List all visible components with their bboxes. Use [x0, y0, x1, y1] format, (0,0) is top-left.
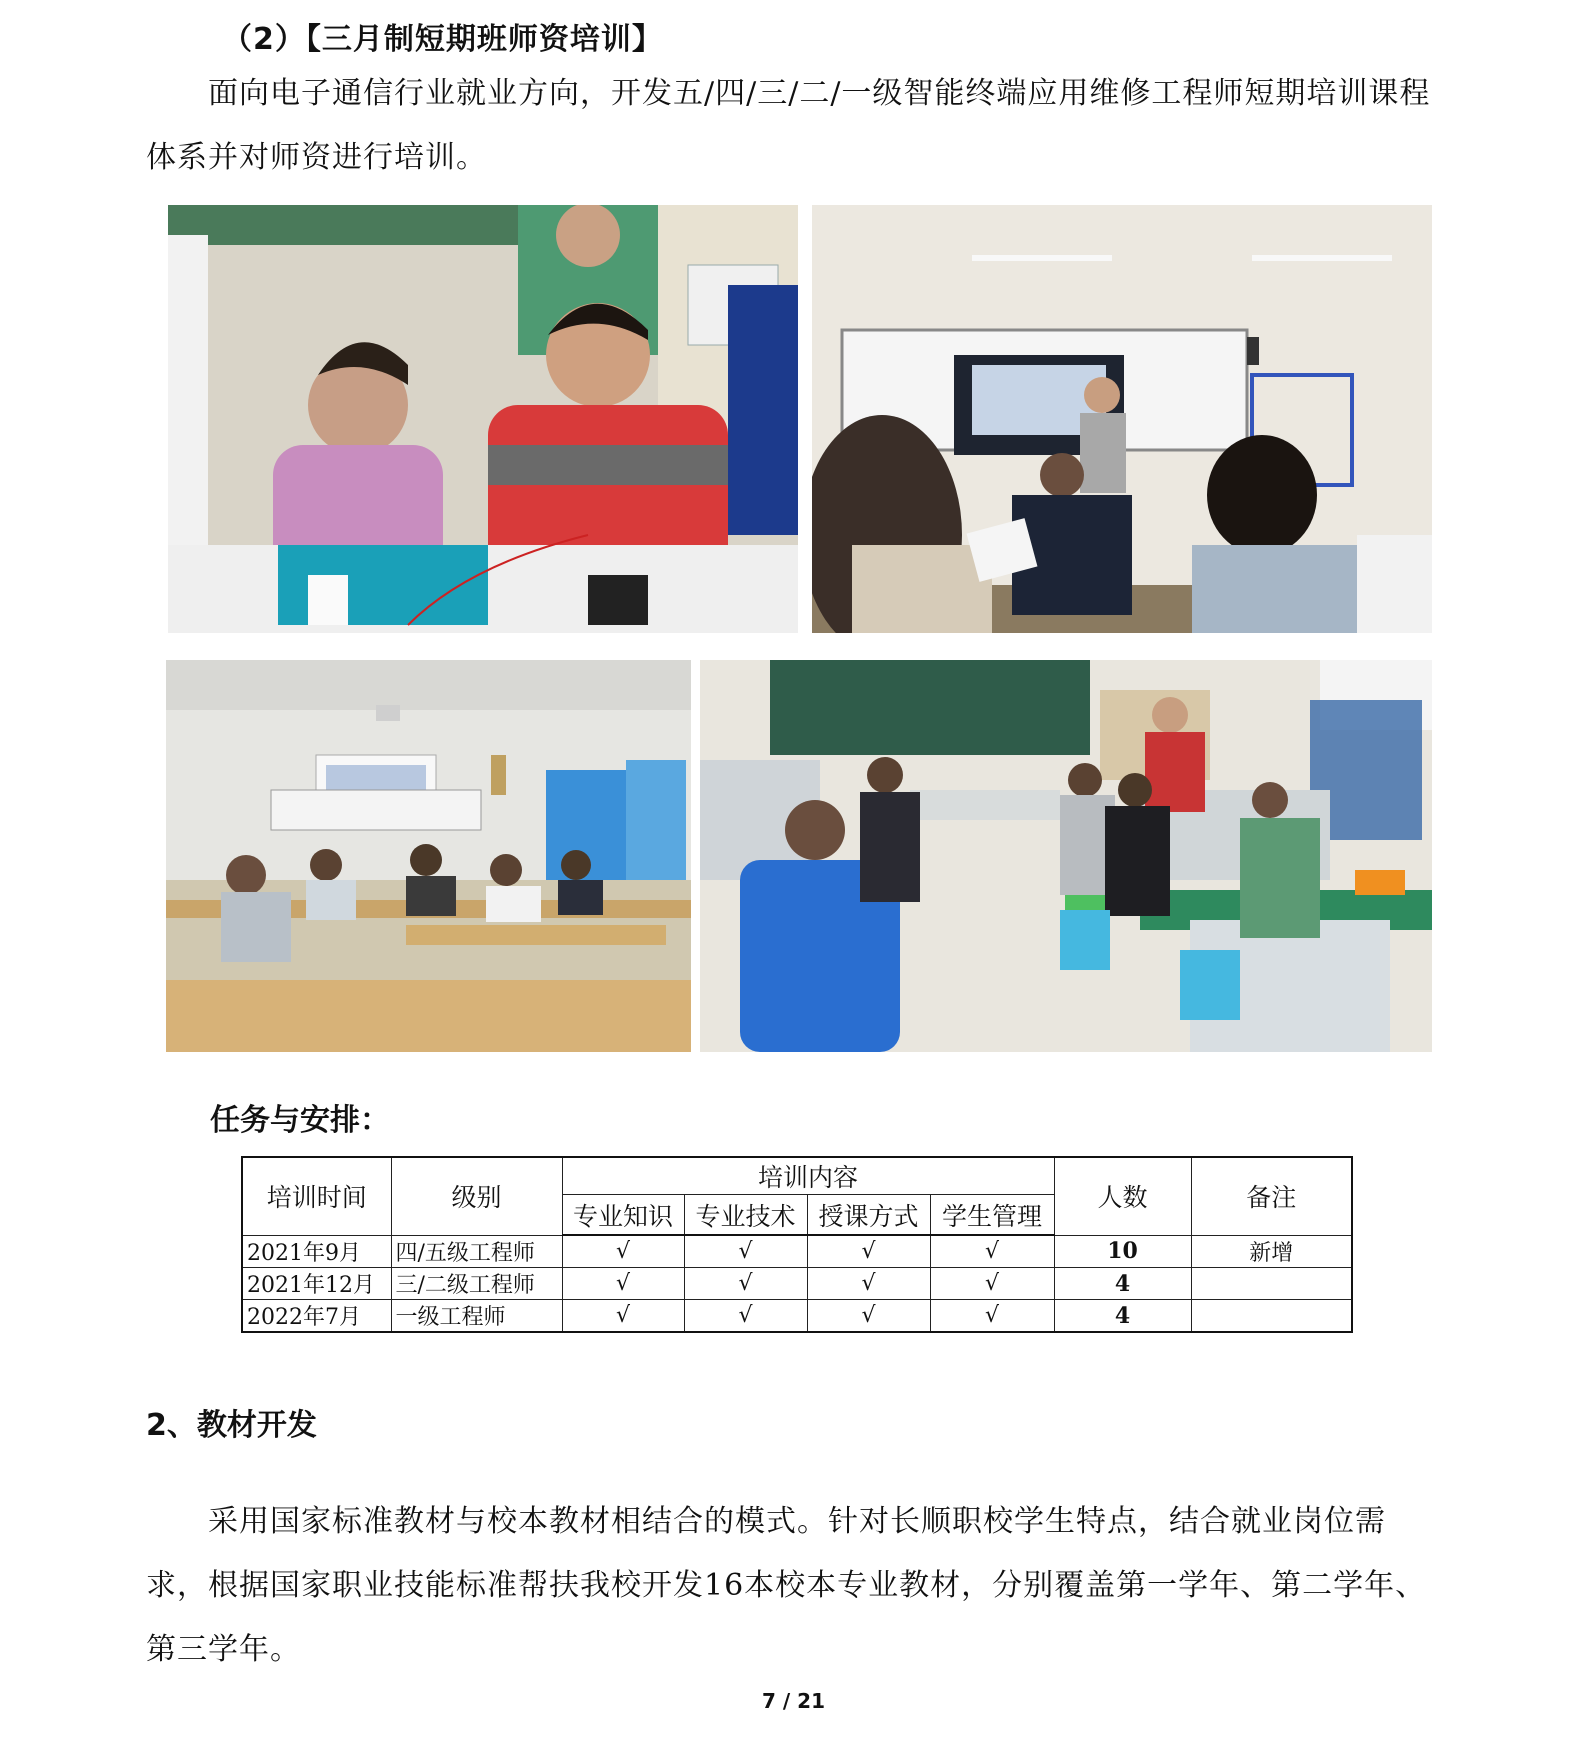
cell-check: √	[807, 1300, 930, 1333]
cell-check: √	[807, 1235, 930, 1268]
cell-check: √	[807, 1268, 930, 1300]
photo-classroom-projector	[166, 660, 691, 1052]
cell-check: √	[684, 1300, 807, 1333]
cell-check: √	[562, 1235, 684, 1268]
cell-check: √	[930, 1235, 1054, 1268]
photo-soldering-practice	[168, 205, 798, 633]
cell-note: 新增	[1191, 1235, 1352, 1268]
page-number: 7 / 21	[762, 1689, 825, 1713]
header-training-time: 培训时间	[242, 1157, 391, 1235]
cell-note	[1191, 1268, 1352, 1300]
header-professional-knowledge: 专业知识	[562, 1195, 684, 1236]
photo-lab-training	[700, 660, 1432, 1052]
table-row	[242, 1268, 1352, 1300]
section2-title: 2、教材开发	[146, 1408, 317, 1443]
cell-check: √	[562, 1268, 684, 1300]
table-row	[242, 1235, 1352, 1268]
cell-level: 四/五级工程师	[391, 1235, 562, 1268]
header-teaching-method: 授课方式	[807, 1195, 930, 1236]
header-count: 人数	[1054, 1157, 1191, 1235]
cell-check: √	[684, 1268, 807, 1300]
header-student-management: 学生管理	[930, 1195, 1054, 1236]
cell-time: 2021年12月	[242, 1268, 391, 1300]
cell-check: √	[930, 1268, 1054, 1300]
task-heading: 任务与安排：	[210, 1103, 390, 1138]
table-row	[242, 1300, 1352, 1333]
cell-check: √	[562, 1300, 684, 1333]
header-note: 备注	[1191, 1157, 1352, 1235]
cell-check: √	[930, 1300, 1054, 1333]
cell-time: 2022年7月	[242, 1300, 391, 1333]
cell-check: √	[684, 1235, 807, 1268]
cell-count: 4	[1054, 1268, 1191, 1300]
cell-count: 10	[1054, 1235, 1191, 1268]
cell-time: 2021年9月	[242, 1235, 391, 1268]
header-professional-skills: 专业技术	[684, 1195, 807, 1236]
training-schedule-table	[241, 1156, 1353, 1333]
section2-paragraph: 采用国家标准教材与校本教材相结合的模式。针对长顺职校学生特点，结合就业岗位需求，根据国家职业技能标准帮扶我校开发16本校本专业教材，分别覆盖第一学年、第二学年、第三学年。	[146, 1504, 1427, 1667]
cell-level: 一级工程师	[391, 1300, 562, 1333]
intro-paragraph: 面向电子通信行业就业方向，开发五/四/三/二/一级智能终端应用维修工程师短期培训课程体系并对师资进行培训。	[146, 76, 1431, 175]
cell-level: 三/二级工程师	[391, 1268, 562, 1300]
photo-lecture-screen	[812, 205, 1432, 633]
cell-note	[1191, 1300, 1352, 1333]
header-level: 级别	[391, 1157, 562, 1235]
header-training-content: 培训内容	[562, 1157, 1054, 1195]
cell-count: 4	[1054, 1300, 1191, 1333]
section-title: （2）【三月制短期班师资培训】	[222, 22, 663, 57]
